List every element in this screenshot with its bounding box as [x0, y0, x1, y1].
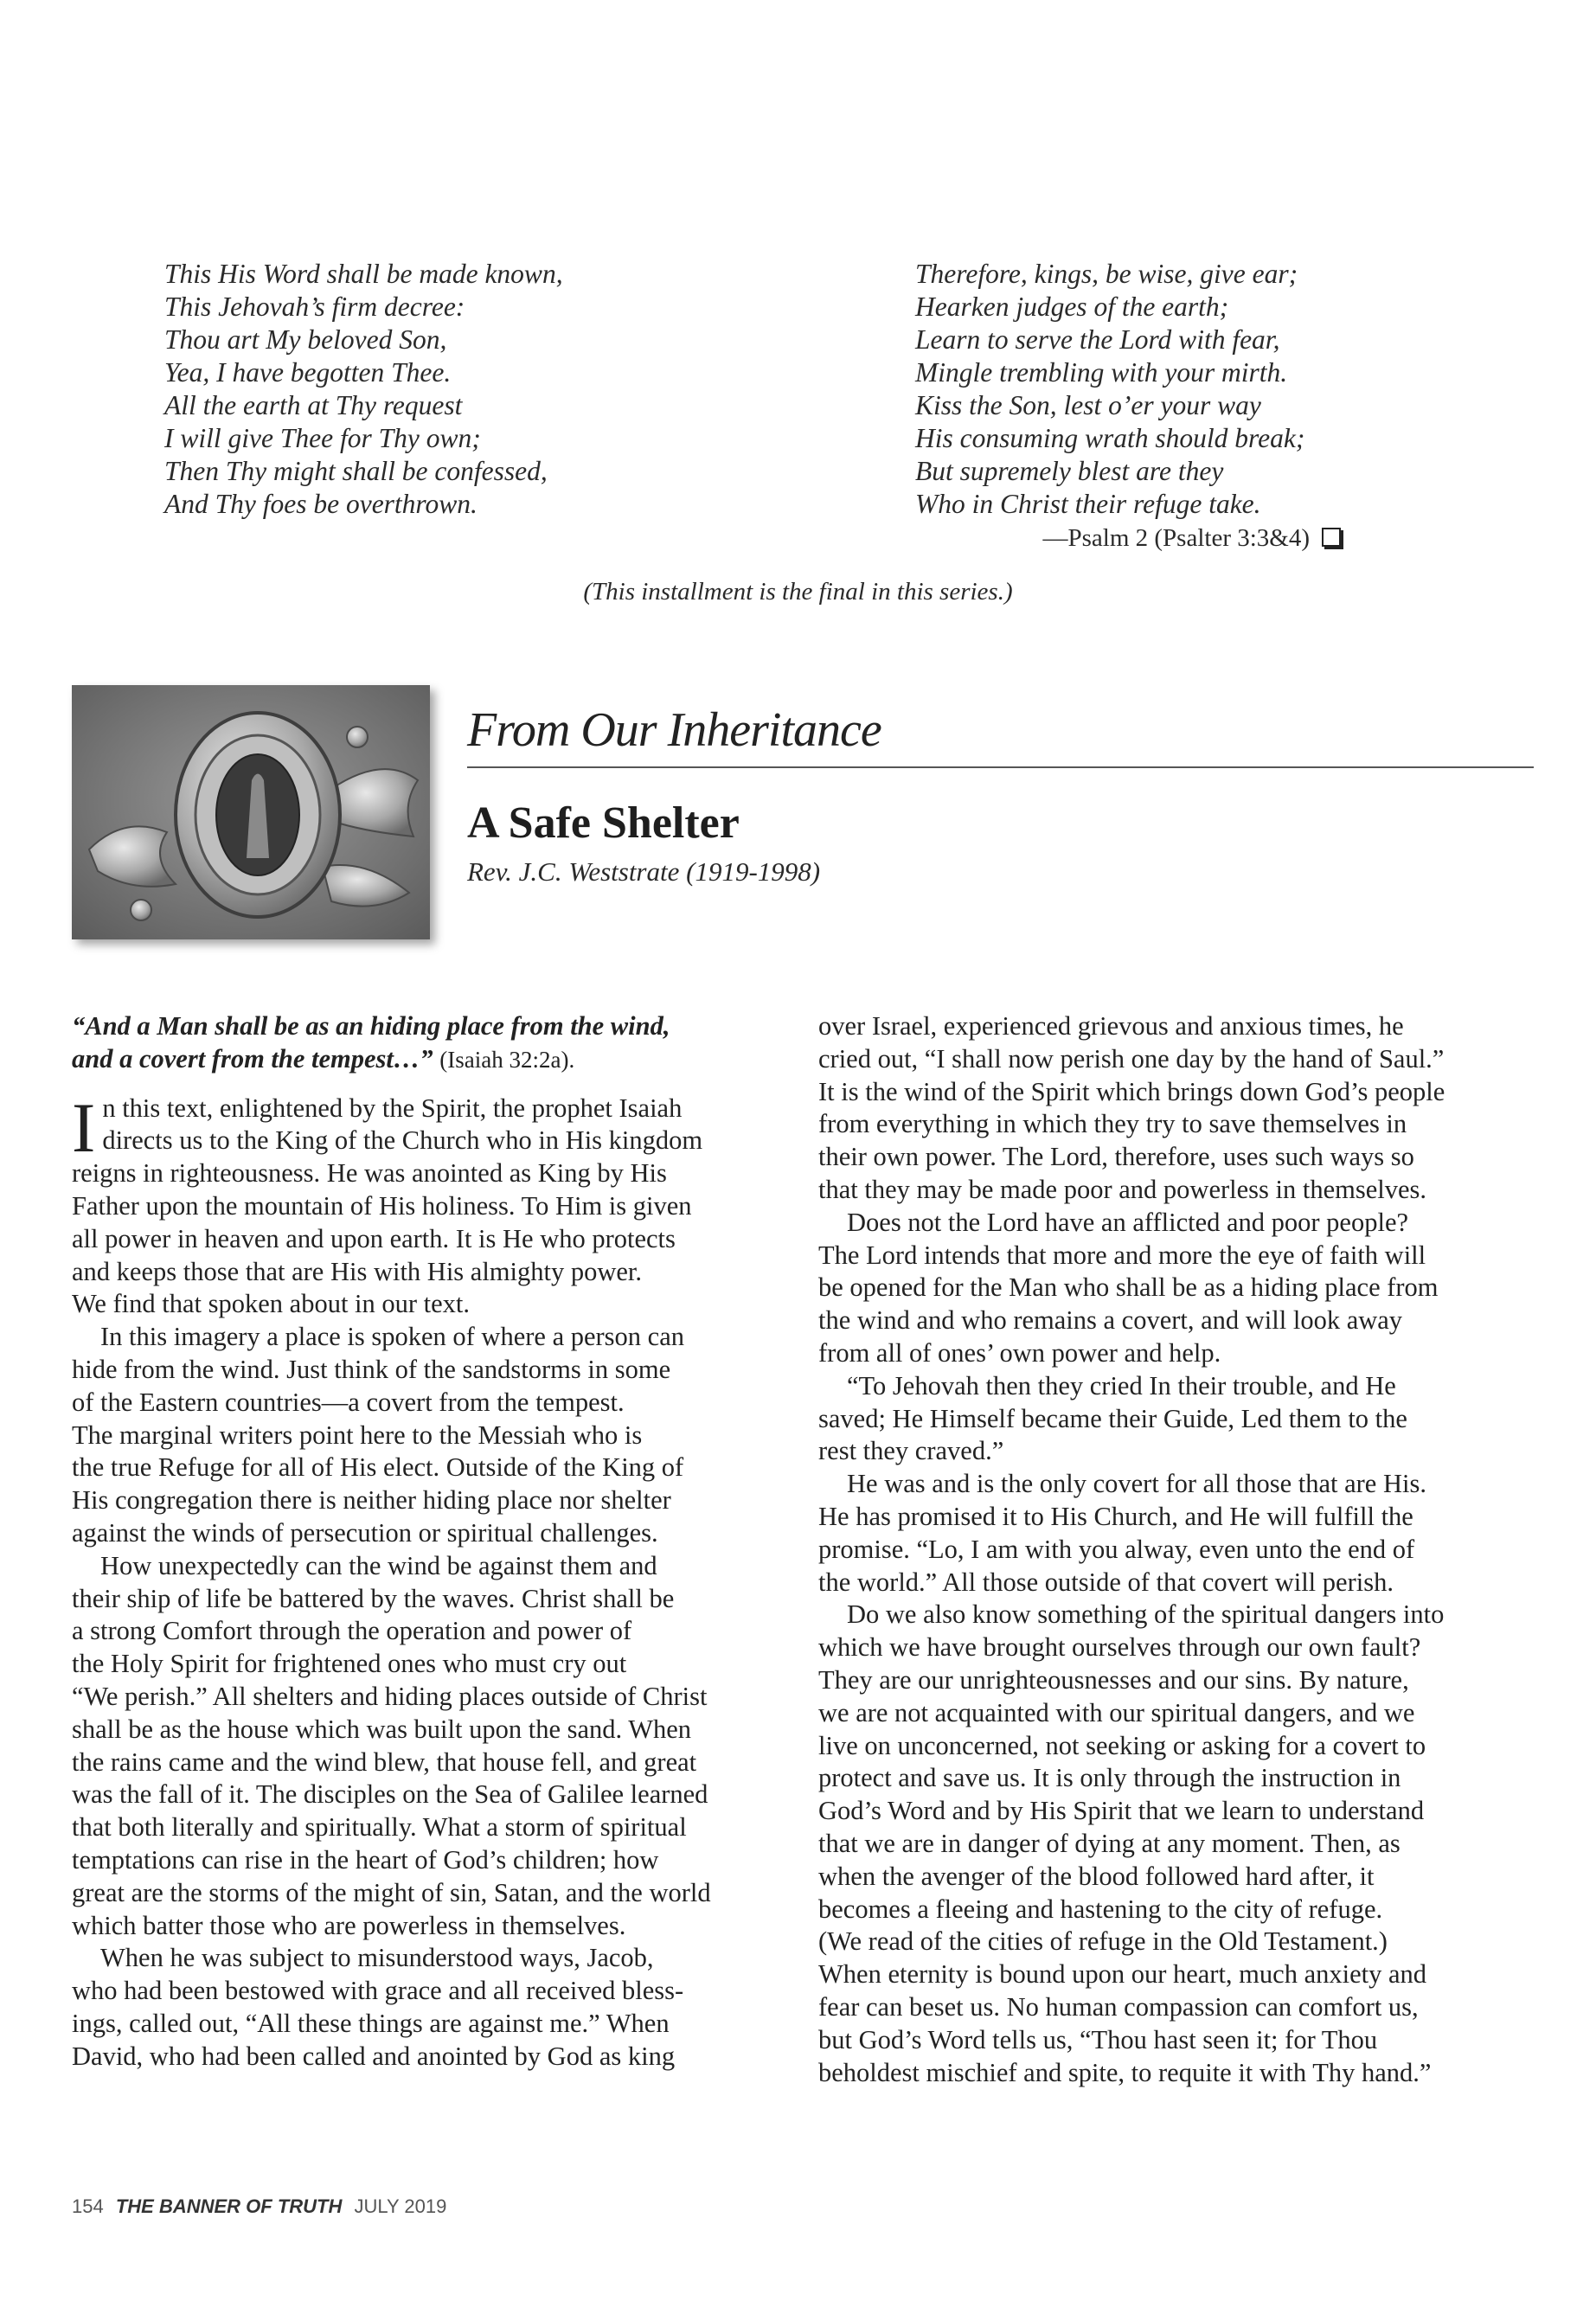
page-number: 154 [72, 2195, 104, 2217]
body-line: He was and is the only covert for all those that are His. [847, 1469, 1426, 1499]
article-title: A Safe Shelter [467, 798, 740, 848]
body-line: which we have brought ourselves through our own fault? [818, 1632, 1421, 1663]
body-line: of the Eastern countries—a covert from the tempest. [72, 1387, 625, 1417]
body-line: from all of ones’ own power and help. [818, 1337, 1221, 1368]
body-line: be opened for the Man who shall be as a hiding place from [818, 1272, 1439, 1303]
body-line: we are not acquainted with our spiritual dangers, and we [818, 1697, 1415, 1727]
body-line: beholdest mischief and spite, to requite it with Thy hand.” [818, 2057, 1432, 2087]
epigraph-line: and a covert from the tempest…” [72, 1043, 433, 1074]
issue-date: JULY 2019 [354, 2195, 447, 2217]
title-divider [467, 766, 1534, 768]
body-line: He has promised it to His Church, and He will fulfill the [818, 1501, 1413, 1531]
body-line: promise. “Lo, I am with you alway, even unto the end of [818, 1534, 1415, 1564]
body-line: ings, called out, “All these things are against me.” When [72, 2008, 670, 2038]
body-line: “To Jehovah then they cried In their trouble, and He [847, 1370, 1396, 1400]
series-note: (This installment is the final in this series.) [583, 578, 1013, 606]
body-line: fear can beset us. No human compassion can comfort us, [818, 1991, 1419, 2022]
verse-line: Learn to serve the Lord with fear, [915, 324, 1280, 355]
heirloom-locket-photo [72, 685, 430, 939]
verse-line: All the earth at Thy request [164, 390, 463, 420]
body-line: God’s Word and by His Spirit that we learn to understand [818, 1796, 1425, 1826]
body-line: great are the storms of the might of sin, Satan, and the world [72, 1877, 711, 1907]
verse-line: Therefore, kings, be wise, give ear; [915, 259, 1298, 289]
verse-line: Kiss the Son, lest o’er your way [915, 390, 1261, 420]
verse-line: But supremely blest are they [915, 456, 1224, 486]
body-line: (We read of the cities of refuge in the Old Testament.) [818, 1926, 1388, 1957]
verse-line: Mingle trembling with your mirth. [915, 357, 1288, 388]
psalm-stanza-right [915, 258, 1304, 521]
body-line: It is the wind of the Spirit which brings down God’s people [818, 1076, 1445, 1106]
end-mark-icon [1322, 528, 1341, 547]
verse-line: I will give Thee for Thy own; [164, 423, 481, 453]
body-line: who had been bestowed with grace and all received bless- [72, 1976, 684, 2006]
body-line: a strong Comfort through the operation and power of [72, 1616, 632, 1646]
body-line: their own power. The Lord, therefore, uses such ways so [818, 1142, 1414, 1172]
epigraph-line: “And a Man shall be as an hiding place from the wind, [72, 1011, 670, 1041]
body-line: David, who had been called and anointed by God as king [72, 2041, 676, 2071]
article-column-left [72, 1010, 816, 2073]
body-line: n this text, enlightened by the Spirit, the prophet Isaiah [102, 1093, 683, 1123]
body-line: the wind and who remains a covert, and will look away [818, 1305, 1403, 1336]
verse-line: Hearken judges of the earth; [915, 292, 1229, 322]
attribution-text: —Psalm 2 (Psalter 3:3&4) [1042, 524, 1310, 552]
body-line: protect and save us. It is only through the instruction in [818, 1763, 1401, 1793]
body-line: all power in heaven and upon earth. It is He who protects [72, 1223, 676, 1253]
body-line: temptations can rise in the heart of God’s children; how [72, 1844, 659, 1875]
body-line: from everything in which they try to save themselves in [818, 1109, 1407, 1139]
verse-line: Thou art My beloved Son, [164, 324, 447, 355]
body-line: When he was subject to misunderstood ways, Jacob, [100, 1943, 654, 1973]
body-line: Do we also know something of the spiritual dangers into [847, 1599, 1445, 1630]
verse-line: Yea, I have begotten Thee. [164, 357, 452, 388]
body-line: which batter those who are powerless in themselves. [72, 1910, 626, 1940]
body-line: Father upon the mountain of His holiness. To Him is given [72, 1190, 692, 1221]
author-byline: Rev. J.C. Weststrate (1919-1998) [467, 856, 821, 887]
psalm-stanza-left [164, 258, 563, 521]
body-line: “We perish.” All shelters and hiding places outside of Christ [72, 1681, 708, 1711]
body-line: cried out, “I shall now perish one day by the hand of Saul.” [818, 1043, 1445, 1074]
page-footer [72, 2195, 446, 2218]
drop-cap-paragraph [72, 1087, 816, 1190]
body-line: that both literally and spiritually. What a storm of spiritual [72, 1812, 687, 1843]
drop-cap: I [72, 1087, 96, 1167]
body-line: and keeps those that are His with His almighty power. [72, 1256, 643, 1286]
body-line: The Lord intends that more and more the eye of faith will [818, 1240, 1426, 1270]
publication-name: THE BANNER OF TRUTH [115, 2195, 343, 2217]
body-line: that they may be made poor and powerless in themselves. [818, 1174, 1427, 1204]
epigraph-citation: (Isaiah 32:2a). [439, 1046, 575, 1073]
verse-line: And Thy foes be overthrown. [164, 489, 478, 519]
body-line: Does not the Lord have an afflicted and poor people? [847, 1207, 1409, 1237]
body-line: The marginal writers point here to the Messiah who is [72, 1420, 643, 1450]
body-line: In this imagery a place is spoken of where a person can [100, 1322, 684, 1352]
epigraph [72, 1010, 816, 1077]
body-line: His congregation there is neither hiding place nor shelter [72, 1485, 671, 1516]
body-line: when the avenger of the blood followed hard after, it [818, 1861, 1375, 1891]
body-line: They are our unrighteousnesses and our sins. By nature, [818, 1664, 1409, 1695]
body-line: the world.” All those outside of that covert will perish. [818, 1567, 1394, 1597]
section-title: From Our Inheritance [467, 703, 881, 757]
body-line: hide from the wind. Just think of the sandstorms in some [72, 1354, 671, 1384]
body-line: rest they craved.” [818, 1436, 1004, 1466]
body-line: becomes a fleeing and hastening to the city of refuge. [818, 1894, 1383, 1924]
verse-line: This Jehovah’s firm decree: [164, 292, 465, 322]
body-line: that we are in danger of dying at any moment. Then, as [818, 1828, 1401, 1858]
body-line: shall be as the house which was built upon the sand. When [72, 1714, 692, 1744]
body-line: reigns in righteousness. He was anointed as King by His [72, 1158, 667, 1189]
body-line: against the winds of persecution or spiritual challenges. [72, 1517, 658, 1548]
verse-line: Who in Christ their refuge take. [915, 489, 1261, 519]
body-line: When eternity is bound upon our heart, much anxiety and [818, 1959, 1427, 1990]
body-line: was the fall of it. The disciples on the Sea of Galilee learned [72, 1779, 708, 1810]
body-line: directs us to the King of the Church who in His kingdom [102, 1125, 703, 1156]
psalm-attribution [1042, 524, 1341, 553]
body-line: their ship of life be battered by the waves. Christ shall be [72, 1583, 675, 1613]
verse-line: His consuming wrath should break; [915, 423, 1305, 453]
body-line: We find that spoken about in our text. [72, 1289, 471, 1319]
verse-line: This His Word shall be made known, [164, 259, 563, 289]
verse-line: Then Thy might shall be confessed, [164, 456, 548, 486]
body-line: the Holy Spirit for frightened ones who must cry out [72, 1649, 627, 1679]
body-line: saved; He Himself became their Guide, Led them to the [818, 1403, 1407, 1433]
body-line: How unexpectedly can the wind be against them and [100, 1550, 657, 1580]
body-line: over Israel, experienced grievous and anxious times, he [818, 1011, 1404, 1041]
body-line: the rains came and the wind blew, that house fell, and great [72, 1747, 697, 1777]
body-line: live on unconcerned, not seeking or asking for a covert to [818, 1730, 1426, 1760]
body-line: but God’s Word tells us, “Thou hast seen it; for Thou [818, 2024, 1378, 2054]
body-line: the true Refuge for all of His elect. Outside of the King of [72, 1452, 684, 1483]
article-column-right [818, 1010, 1562, 2089]
